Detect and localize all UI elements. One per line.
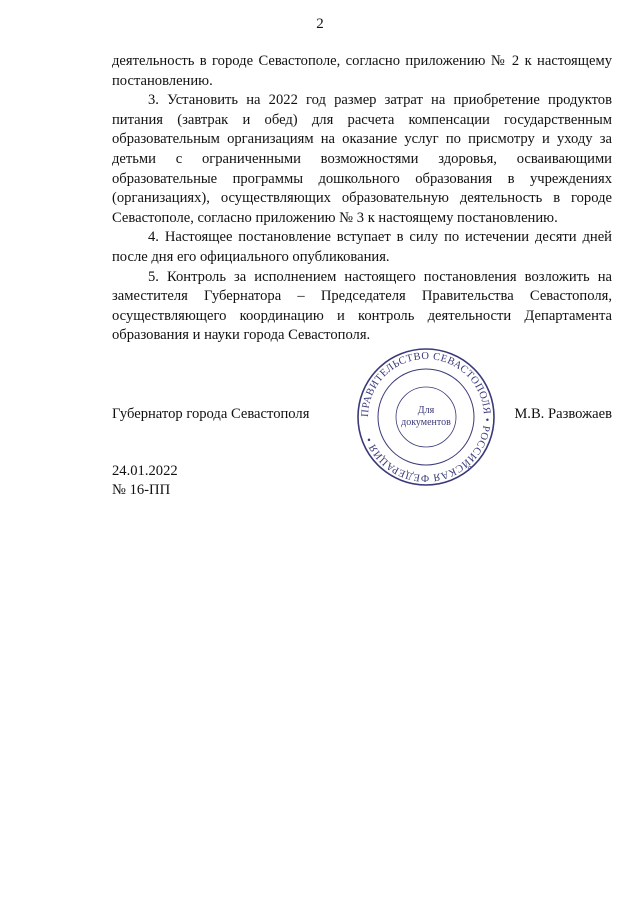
paragraph-continuation: деятельность в городе Севастополе, согласно приложению № 2 к настоящему постановлению.: [112, 53, 612, 89]
document-date: 24.01.2022: [112, 463, 178, 479]
paragraph-5: 5. Контроль за исполнением настоящего постановления возложить на заместителя Губернатора – Председателя Правительства Севастополя, осуществляющего координацию и контроль деятельности Департамента образования и науки города Севастополя.: [112, 268, 612, 344]
seal-outer-text: ПРАВИТЕЛЬСТВО СЕВАСТОПОЛЯ • РОССИЙСКАЯ ФЕДЕРАЦИЯ •: [359, 350, 493, 484]
paragraph-4: 4. Настоящее постановление вступает в силу по истечении десяти дней после дня его официального опубликования.: [112, 229, 612, 265]
document-number: № 16-ПП: [112, 482, 171, 498]
document-body: [112, 52, 612, 346]
signer-title: Губернатор города Севастополя: [112, 406, 310, 422]
page-number: 2: [316, 16, 324, 32]
official-seal: [356, 347, 496, 487]
paragraph-3: 3. Установить на 2022 год размер затрат на приобретение продуктов питания (завтрак и обед) для расчета компенсации государственным образовательным организациям на оказание услуг по присмотру и уходу за детьми с ограниченными возможностями здоровья, осваивающими образовательные программы дошкольного образования в учреждениях (организациях), осуществляющих образовательную деятельность в городе Севастополе, согласно приложению № 3 к настоящему постановлению.: [112, 92, 612, 226]
document-reference: [112, 462, 178, 500]
seal-center-line2: документов: [401, 417, 451, 428]
seal-center-line1: Для: [417, 405, 435, 416]
signer-name: М.В. Развожаев: [514, 406, 612, 422]
